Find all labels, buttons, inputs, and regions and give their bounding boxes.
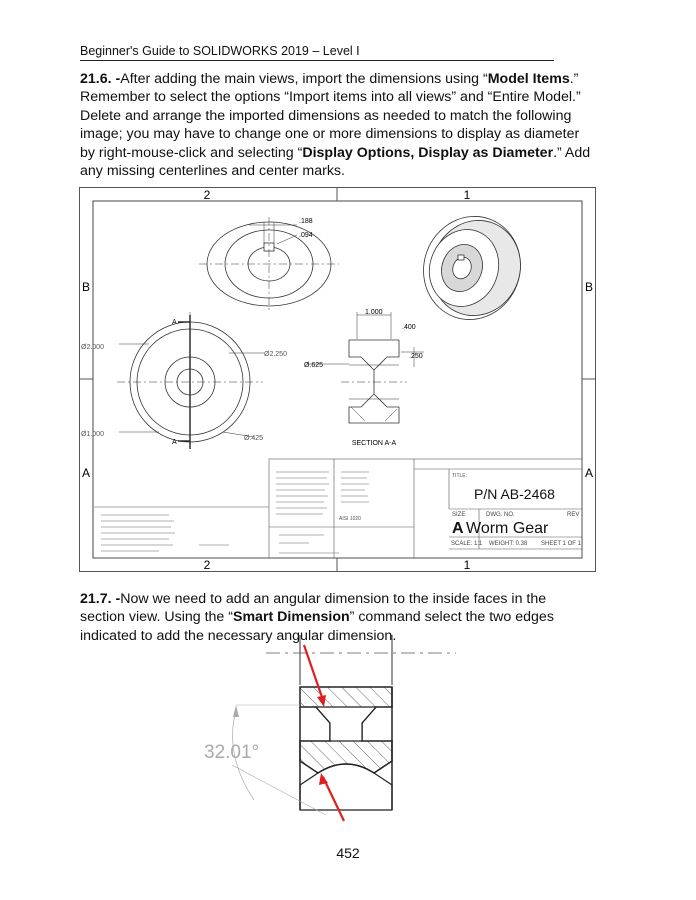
- section-arrow-label: A: [172, 439, 177, 446]
- angular-dimension-detail: [176, 635, 476, 835]
- dim-inner-diameter: Ø1.000: [81, 431, 104, 438]
- step-number: 21.7. -: [80, 591, 121, 607]
- dim-outer-diameter: Ø2.000: [81, 344, 104, 351]
- zone-label: 1: [463, 188, 471, 202]
- dim-hub: Ø.625: [304, 362, 324, 369]
- part-name: Worm Gear: [466, 520, 549, 537]
- step-number: 21.6. -: [80, 71, 121, 87]
- sheet-label: SHEET 1 OF 1: [541, 541, 581, 547]
- step-21-7-paragraph: 21.7. -Now we need to add an angular dimension to the inside faces in the section view. Using the “Smart Dimension” command select the two edges indicated to add the necessary angular dimension.: [80, 591, 554, 644]
- zone-label: 2: [203, 558, 211, 572]
- dim-width: 1.000: [365, 309, 383, 316]
- size-label: SIZE: [452, 512, 466, 518]
- dim-bore-diameter: Ø.425: [244, 435, 264, 442]
- running-header: Beginner's Guide to SOLIDWORKS 2019 – Level I: [80, 44, 554, 61]
- dim-groove: .250: [409, 353, 423, 360]
- zone-label: A: [584, 466, 594, 480]
- zone-label: A: [81, 466, 91, 480]
- dim-key-depth: .094: [299, 232, 313, 239]
- page-number: 452: [336, 845, 360, 861]
- zone-label: 1: [463, 558, 471, 572]
- red-arrow-lower: [323, 777, 344, 821]
- dim-hub-diameter: Ø2.250: [264, 351, 287, 358]
- angle-label: 32.01°: [204, 742, 260, 763]
- weight-label: WEIGHT: 0.38: [489, 541, 528, 547]
- zone-label: B: [81, 280, 91, 294]
- step-21-6-paragraph: 21.6. -After adding the main views, import the dimensions using “Model Items.” Remember to select the options “Import items into all views” and “Entire Model.” Delete and arrange the imported dimensions as needed to match the following image; you may have to change one or more dimensions to display as diameter by right-mouse-click and selecting “Display Options, Display as Diameter.” Add any missing centerlines and center marks.: [80, 71, 591, 180]
- rev-label: REV: [567, 512, 580, 518]
- size-value: A: [452, 520, 464, 537]
- dim-groove-depth: .400: [402, 324, 416, 331]
- title-label: TITLE:: [452, 473, 468, 479]
- scale-label: SCALE: 1:1: [451, 541, 483, 547]
- material-value: AISI 1020: [339, 516, 361, 522]
- zone-label: 2: [203, 188, 211, 202]
- dim-key-width: .188: [299, 218, 313, 225]
- section-caption: SECTION A-A: [351, 440, 397, 447]
- section-arrow-label: A: [172, 319, 177, 326]
- part-number: P/N AB-2468: [474, 486, 555, 502]
- dwg-no-label: DWG. NO.: [486, 512, 515, 518]
- zone-label: B: [584, 280, 594, 294]
- engineering-drawing: [79, 187, 596, 572]
